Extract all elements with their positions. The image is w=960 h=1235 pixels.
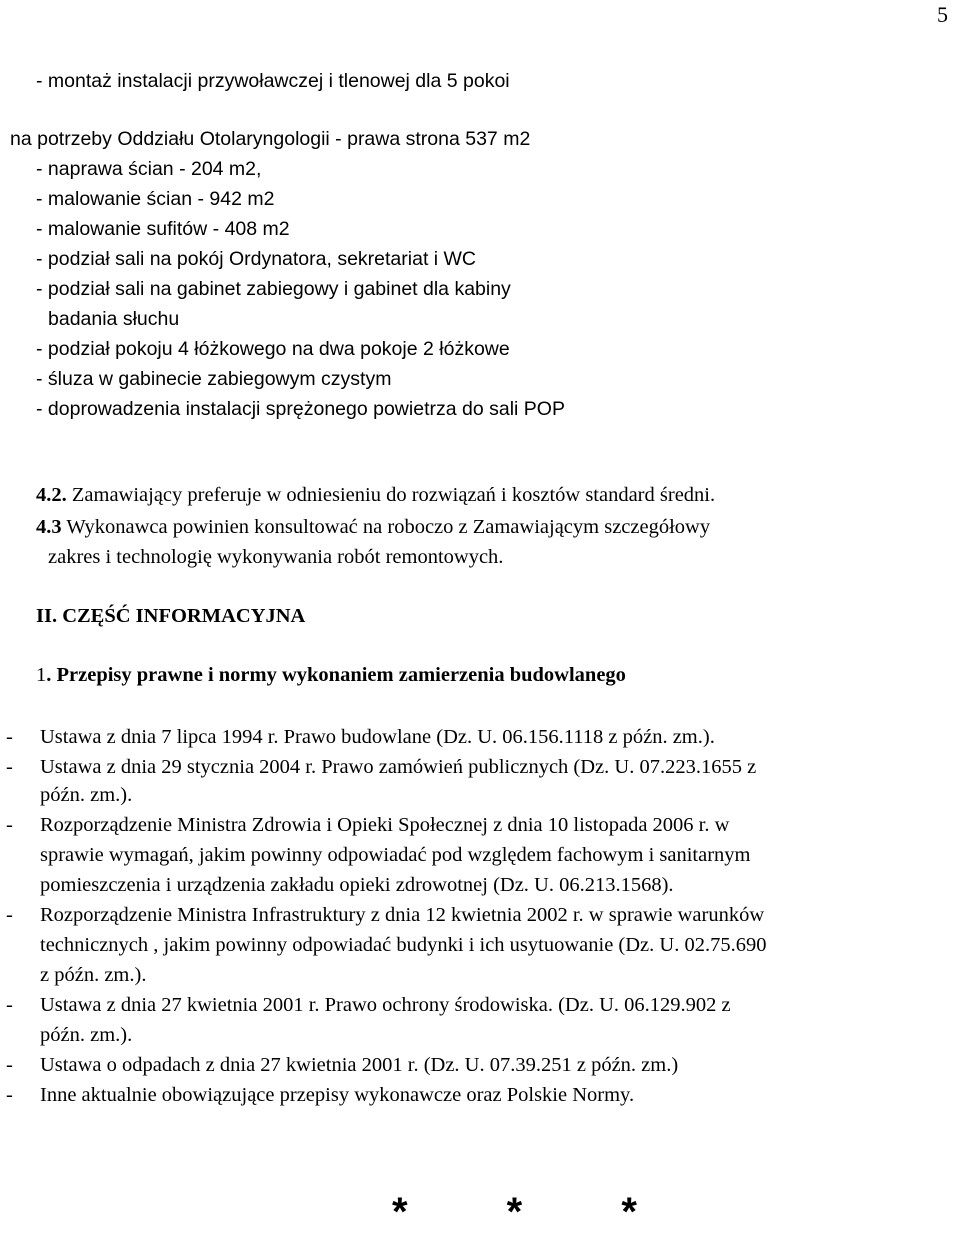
section-separator-stars: * * *	[392, 1190, 681, 1234]
list-item: - malowanie ścian - 942 m2	[36, 188, 275, 210]
list-item: - podział sali na pokój Ordynatora, sekretariat i WC	[36, 248, 477, 270]
text-line: - montaż instalacji przywoławczej i tlenowej dla 5 pokoi	[36, 70, 510, 92]
subsection-heading	[36, 664, 626, 687]
list-item: - śluza w gabinecie zabiegowym czystym	[36, 368, 392, 390]
page-number: 5	[937, 2, 948, 27]
legal-list-item: - Ustawa z dnia 29 stycznia 2004 r. Prawo zamówień publicznych (Dz. U. 07.223.1655 z	[6, 756, 757, 778]
paragraph-text: Zamawiający preferuje w odniesieniu do rozwiązań i kosztów standard średni.	[66, 484, 716, 506]
legal-list-item: - Inne aktualnie obowiązujące przepisy wykonawcze oraz Polskie Normy.	[6, 1084, 635, 1106]
legal-list-item: - Ustawa o odpadach z dnia 27 kwietnia 2001 r. (Dz. U. 07.39.251 z późn. zm.)	[6, 1054, 679, 1076]
paragraph-number: 4.2.	[36, 484, 67, 506]
legal-list-continuation: późn. zm.).	[40, 784, 133, 806]
paragraph-4-3	[36, 516, 710, 539]
legal-list-continuation: sprawie wymagań, jakim powinny odpowiadać pod względem fachowym i sanitarnym	[40, 844, 751, 866]
legal-list-continuation: późn. zm.).	[40, 1024, 133, 1046]
list-item: - podział sali na gabinet zabiegowy i gabinet dla kabiny	[36, 278, 511, 300]
subsection-title: . Przepisy prawne i normy wykonaniem zamierzenia budowlanego	[46, 664, 626, 686]
paragraph-text: Wykonawca powinien konsultować na roboczo z Zamawiającym szczegółowy	[61, 516, 711, 538]
list-item: - malowanie sufitów - 408 m2	[36, 218, 290, 240]
legal-list-item: - Ustawa z dnia 27 kwietnia 2001 r. Prawo ochrony środowiska. (Dz. U. 06.129.902 z	[6, 994, 731, 1016]
list-item: - doprowadzenia instalacji sprężonego powietrza do sali POP	[36, 398, 565, 420]
legal-list-item: - Ustawa z dnia 7 lipca 1994 r. Prawo budowlane (Dz. U. 06.156.1118 z późn. zm.).	[6, 726, 715, 748]
paragraph-number: 4.3	[36, 516, 62, 538]
legal-list-item: - Rozporządzenie Ministra Zdrowia i Opieki Społecznej z dnia 10 listopada 2006 r. w	[6, 814, 730, 836]
paragraph-continuation: zakres i technologię wykonywania robót remontowych.	[48, 546, 504, 568]
list-item: - naprawa ścian - 204 m2,	[36, 158, 262, 180]
subsection-number: 1	[36, 664, 47, 686]
list-item-continuation: badania słuchu	[48, 308, 180, 330]
legal-list-continuation: pomieszczenia i urządzenia zakładu opieki zdrowotnej (Dz. U. 06.213.1568).	[40, 874, 674, 896]
paragraph-4-2	[36, 484, 715, 507]
section-heading: II. CZĘŚĆ INFORMACYJNA	[36, 605, 306, 627]
legal-list-item: - Rozporządzenie Ministra Infrastruktury z dnia 12 kwietnia 2002 r. w sprawie warunków	[6, 904, 765, 926]
list-item: - podział pokoju 4 łóżkowego na dwa pokoje 2 łóżkowe	[36, 338, 510, 360]
legal-list-continuation: technicznych , jakim powinny odpowiadać budynki i ich usytuowanie (Dz. U. 02.75.690	[40, 934, 767, 956]
legal-list-continuation: z późn. zm.).	[40, 964, 147, 986]
text-line: na potrzeby Oddziału Otolaryngologii - prawa strona 537 m2	[10, 128, 531, 150]
